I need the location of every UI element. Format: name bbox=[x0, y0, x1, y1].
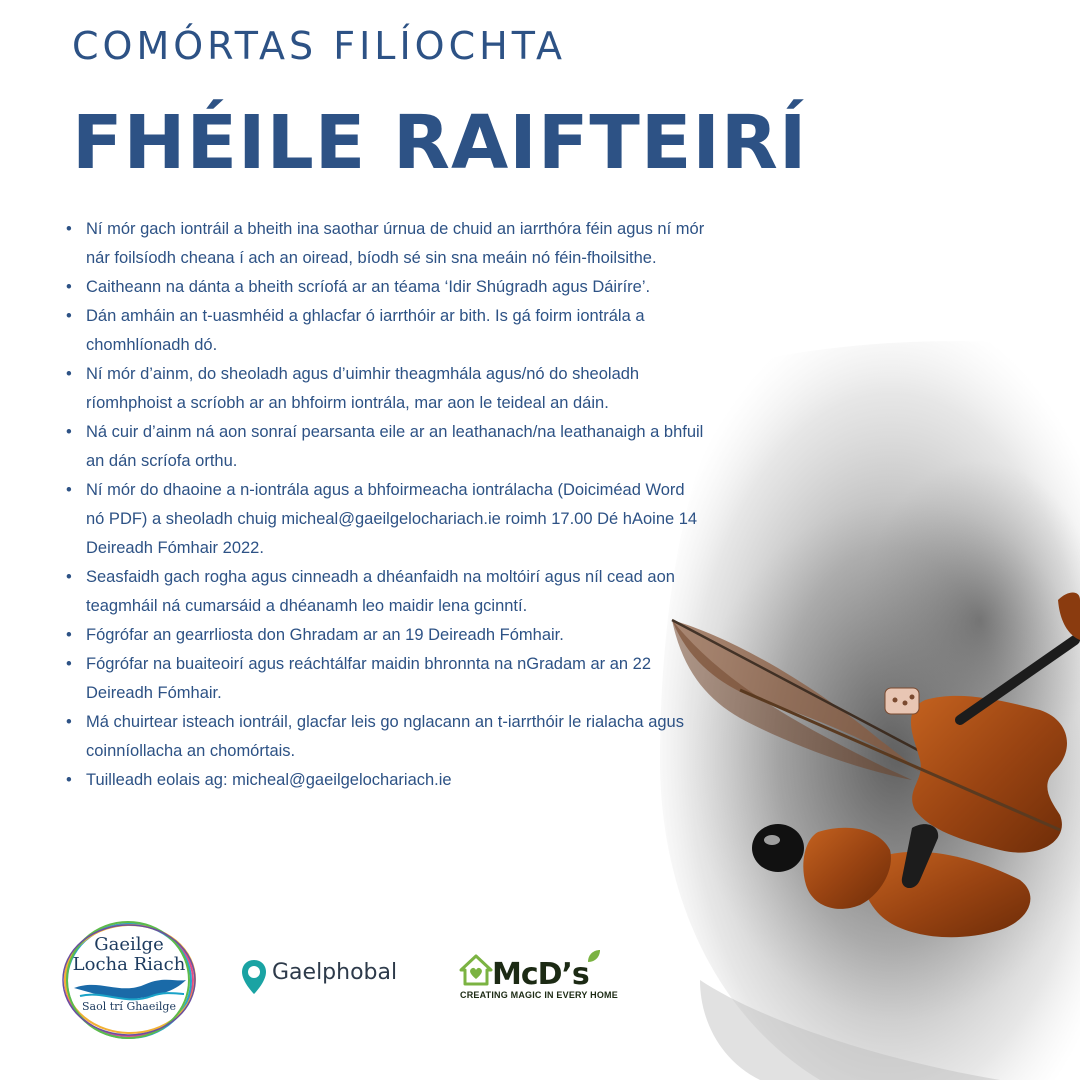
rule-item: • Fógrófar na buaiteoirí agus reáchtálfar maidin bhronnta na nGradam ar an 22 Deireadh Fómhair. bbox=[86, 650, 706, 708]
gaelphobal-logo-text: Gaelphobal bbox=[272, 960, 398, 985]
rule-item: • Ní mór do dhaoine a n-iontrála agus a bhfoirmeacha iontrálacha (Doiciméad Word nó PDF) a sheoladh chuig micheal@gaeilgelochariach.ie roimh 17.00 Dé hAoine 14 Deireadh Fómhair 2022. bbox=[86, 476, 706, 563]
rule-item: • Má chuirtear isteach iontráil, glacfar leis go nglacann an t-iarrthóir le rialacha agus coinníollacha an chomórtais. bbox=[86, 708, 706, 766]
rules-list bbox=[64, 215, 706, 795]
glr-logo-line1: Gaeilge bbox=[94, 934, 164, 955]
mcds-logo-text: McD’s bbox=[492, 957, 589, 992]
subtitle: COMÓRTAS FILÍOCHTA bbox=[72, 24, 566, 68]
rule-item: • Dán amháin an t-uasmhéid a ghlacfar ó iarrthóir ar bith. Is gá foirm iontrála a chomhlíonadh dó. bbox=[86, 302, 706, 360]
rule-item: • Ní mór gach iontráil a bheith ina saothar úrnua de chuid an iarrthóra féin agus ní mór nár foilsíodh cheana í ach an oiread, bíodh sé sin sna meáin nó féin-fhoilsithe. bbox=[86, 215, 706, 273]
rule-item: • Ná cuir d’ainm ná aon sonraí pearsanta eile ar an leathanach/na leathanaigh a bhfuil an dán scríofa orthu. bbox=[86, 418, 706, 476]
house-heart-icon bbox=[458, 952, 494, 988]
rule-item: • Caitheann na dánta a bheith scríofá ar an téama ‘Idir Shúgradh agus Dáiríre’. bbox=[86, 273, 706, 302]
rule-item: • Tuilleadh eolais ag: micheal@gaeilgelochariach.ie bbox=[86, 766, 706, 795]
rule-item: • Fógrófar an gearrliosta don Ghradam ar an 19 Deireadh Fómhair. bbox=[86, 621, 706, 650]
page-title: FHÉILE RAIFTEIRÍ bbox=[72, 100, 808, 186]
location-pin-icon bbox=[240, 958, 268, 996]
glr-logo-line2: Locha Riach bbox=[72, 954, 186, 975]
mcds-logo-tagline: CREATING MAGIC IN EVERY HOME bbox=[460, 990, 618, 1000]
glr-logo-tagline: Saol trí Ghaeilge bbox=[82, 1000, 176, 1013]
rule-item: • Seasfaidh gach rogha agus cinneadh a dhéanfaidh na moltóirí agus níl cead aon teagmháil ná cumarsáid a dhéanamh leo maidir lena gcinntí. bbox=[86, 563, 706, 621]
rule-item: • Ní mór d’ainm, do sheoladh agus d’uimhir theagmhála agus/nó do sheoladh ríomhphoist a scríobh ar an bhfoirm iontrála, mar aon le teideal an dáin. bbox=[86, 360, 706, 418]
